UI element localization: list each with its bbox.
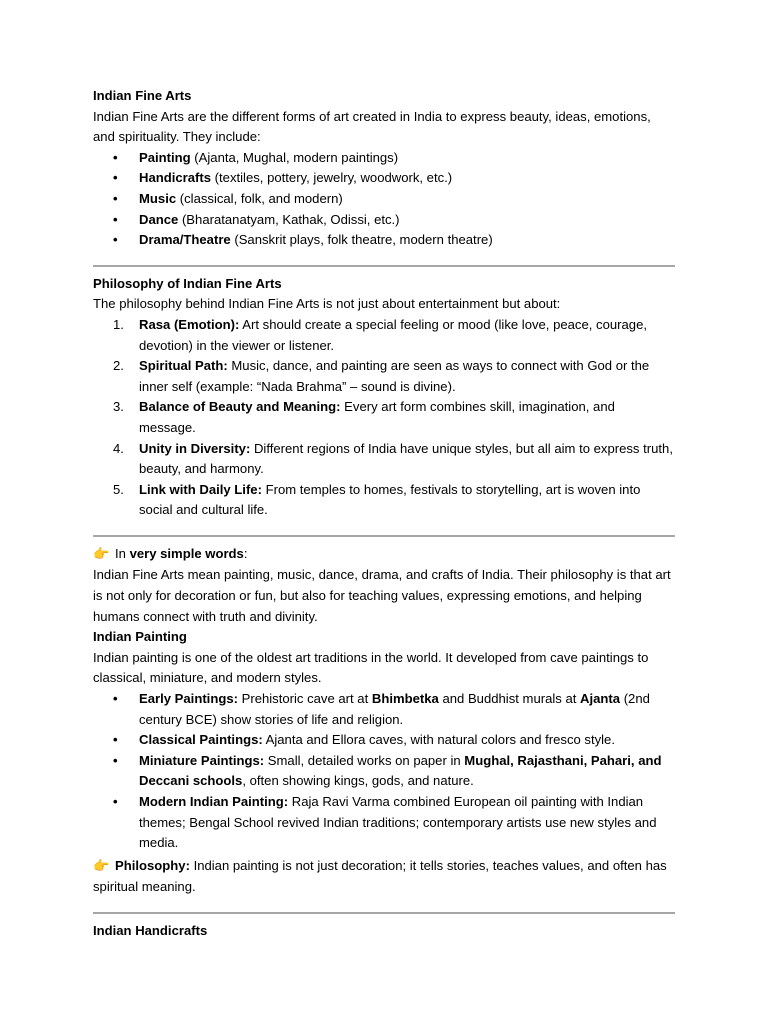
bullet-icon: • <box>113 170 118 186</box>
section-divider <box>93 535 675 537</box>
handicrafts-section <box>93 921 675 942</box>
painting-section <box>93 627 675 898</box>
list-item <box>93 356 675 397</box>
item-desc: Different regions of India have unique styles, but all aim to express truth, beauty, and harmony. <box>139 440 673 477</box>
item-desc: , often showing kings, gods, and nature. <box>242 773 474 789</box>
item-term: Spiritual Path: <box>139 358 228 374</box>
list-item <box>93 689 675 730</box>
list-number: 2. <box>113 358 124 374</box>
item-term: Unity in Diversity: <box>139 440 251 456</box>
item-desc: (textiles, pottery, jewelry, woodwork, etc.) <box>211 170 453 186</box>
item-term: Drama/Theatre <box>139 232 231 248</box>
bullet-icon: • <box>113 732 118 748</box>
bullet-icon: • <box>113 190 118 206</box>
section-divider <box>93 265 675 267</box>
list-item <box>93 397 675 438</box>
list-item <box>93 730 675 751</box>
list-item <box>93 189 675 210</box>
philosophy-title: Philosophy of Indian Fine Arts <box>93 275 282 291</box>
item-term: Rasa (Emotion): <box>139 316 240 332</box>
item-desc: (Sanskrit plays, folk theatre, modern theatre) <box>230 232 493 248</box>
fine-arts-list <box>93 148 675 251</box>
item-desc: Prehistoric cave art at <box>237 691 372 707</box>
philosophy-desc: Indian painting is not just decoration; it tells stories, teaches values, and often has spiritual meaning. <box>93 857 667 895</box>
item-desc: (classical, folk, and modern) <box>176 190 343 206</box>
simple-bold: very simple words <box>129 545 244 561</box>
item-term: Handicrafts <box>139 170 212 186</box>
item-term: Link with Daily Life: <box>139 481 262 497</box>
handicrafts-title: Indian Handicrafts <box>93 922 208 938</box>
simple-words-text: Indian Fine Arts mean painting, music, dance, drama, and crafts of India. Their philosophy is that art is not only for decoration or fun, but also for teaching values, expressing emotions, and helping humans connect with truth and divinity. <box>93 567 671 624</box>
philosophy-section <box>93 274 675 521</box>
list-number: 1. <box>113 316 124 332</box>
item-term: Miniature Paintings: <box>139 752 265 768</box>
item-term: Painting <box>139 149 191 165</box>
fine-arts-title: Indian Fine Arts <box>93 88 192 103</box>
simple-words-section <box>93 544 675 627</box>
bullet-icon: • <box>113 211 118 227</box>
list-item <box>93 210 675 231</box>
list-number: 4. <box>113 440 124 456</box>
simple-suffix: : <box>243 545 248 561</box>
item-desc: (Bharatanatyam, Kathak, Odissi, etc.) <box>178 211 400 227</box>
item-desc: Art should create a special feeling or mood (like love, peace, courage, devotion) in the viewer or listener. <box>139 316 647 353</box>
list-number: 5. <box>113 481 124 497</box>
painting-title: Indian Painting <box>93 629 187 645</box>
item-desc: Small, detailed works on paper in <box>264 752 465 768</box>
list-item <box>93 315 675 356</box>
item-desc: Raja Ravi Varma combined European oil painting with Indian themes; Bengal School revived Indian traditions; contemporary artists use new styles and media. <box>139 794 657 851</box>
item-desc: Every art form combines skill, imagination, and message. <box>139 399 615 435</box>
item-desc: Ajanta and Ellora caves, with natural colors and fresco style. <box>262 732 615 748</box>
item-emphasis: Mughal, Rajasthani, Pahari, and Deccani schools <box>139 752 662 789</box>
list-item <box>93 230 675 251</box>
simple-words-lead <box>93 544 675 566</box>
bullet-icon: • <box>113 232 118 248</box>
bullet-icon: • <box>113 752 118 768</box>
simple-prefix: In <box>115 545 130 561</box>
list-number: 3. <box>113 399 124 415</box>
item-desc: and Buddhist murals at <box>438 691 581 707</box>
section-divider <box>93 912 675 914</box>
list-item <box>93 148 675 169</box>
list-item <box>93 439 675 480</box>
fine-arts-section <box>93 86 675 251</box>
item-desc: From temples to homes, festivals to storytelling, art is woven into social and cultural life. <box>139 481 641 518</box>
item-term: Modern Indian Painting: <box>139 794 289 809</box>
painting-philosophy <box>93 856 675 898</box>
item-term: Balance of Beauty and Meaning: <box>139 399 341 415</box>
bullet-icon: • <box>113 794 118 809</box>
item-term: Early Paintings: <box>139 691 238 707</box>
list-item <box>93 792 675 854</box>
item-term: Dance <box>139 211 179 227</box>
philosophy-list <box>93 315 675 521</box>
item-emphasis: Bhimbetka <box>371 691 439 707</box>
painting-intro: Indian painting is one of the oldest art traditions in the world. It developed from cave paintings to classical, miniature, and modern styles. <box>93 649 649 686</box>
pointing-hand-icon: 👉 <box>93 858 110 874</box>
list-item <box>93 168 675 189</box>
item-emphasis: Ajanta <box>580 691 621 707</box>
list-item <box>93 480 675 521</box>
item-desc: (2nd century BCE) show stories of life and religion. <box>139 691 650 727</box>
philosophy-term: Philosophy: <box>115 857 190 873</box>
item-desc: Music, dance, and painting are seen as ways to connect with God or the inner self (example: “Nada Brahma” – sound is divine). <box>139 358 650 394</box>
bullet-icon: • <box>113 149 118 165</box>
bullet-icon: • <box>113 691 118 707</box>
item-term: Classical Paintings: <box>139 732 263 748</box>
painting-list <box>93 689 675 854</box>
pointing-hand-icon: 👉 <box>93 546 110 562</box>
fine-arts-intro: Indian Fine Arts are the different forms of art created in India to express beauty, ideas, emotions, and spirituality. They include: <box>93 108 651 145</box>
philosophy-intro: The philosophy behind Indian Fine Arts is not just about entertainment but about: <box>93 296 561 312</box>
item-term: Music <box>139 190 177 206</box>
item-desc: (Ajanta, Mughal, modern paintings) <box>190 149 399 165</box>
document-content <box>93 86 675 942</box>
list-item <box>93 751 675 792</box>
